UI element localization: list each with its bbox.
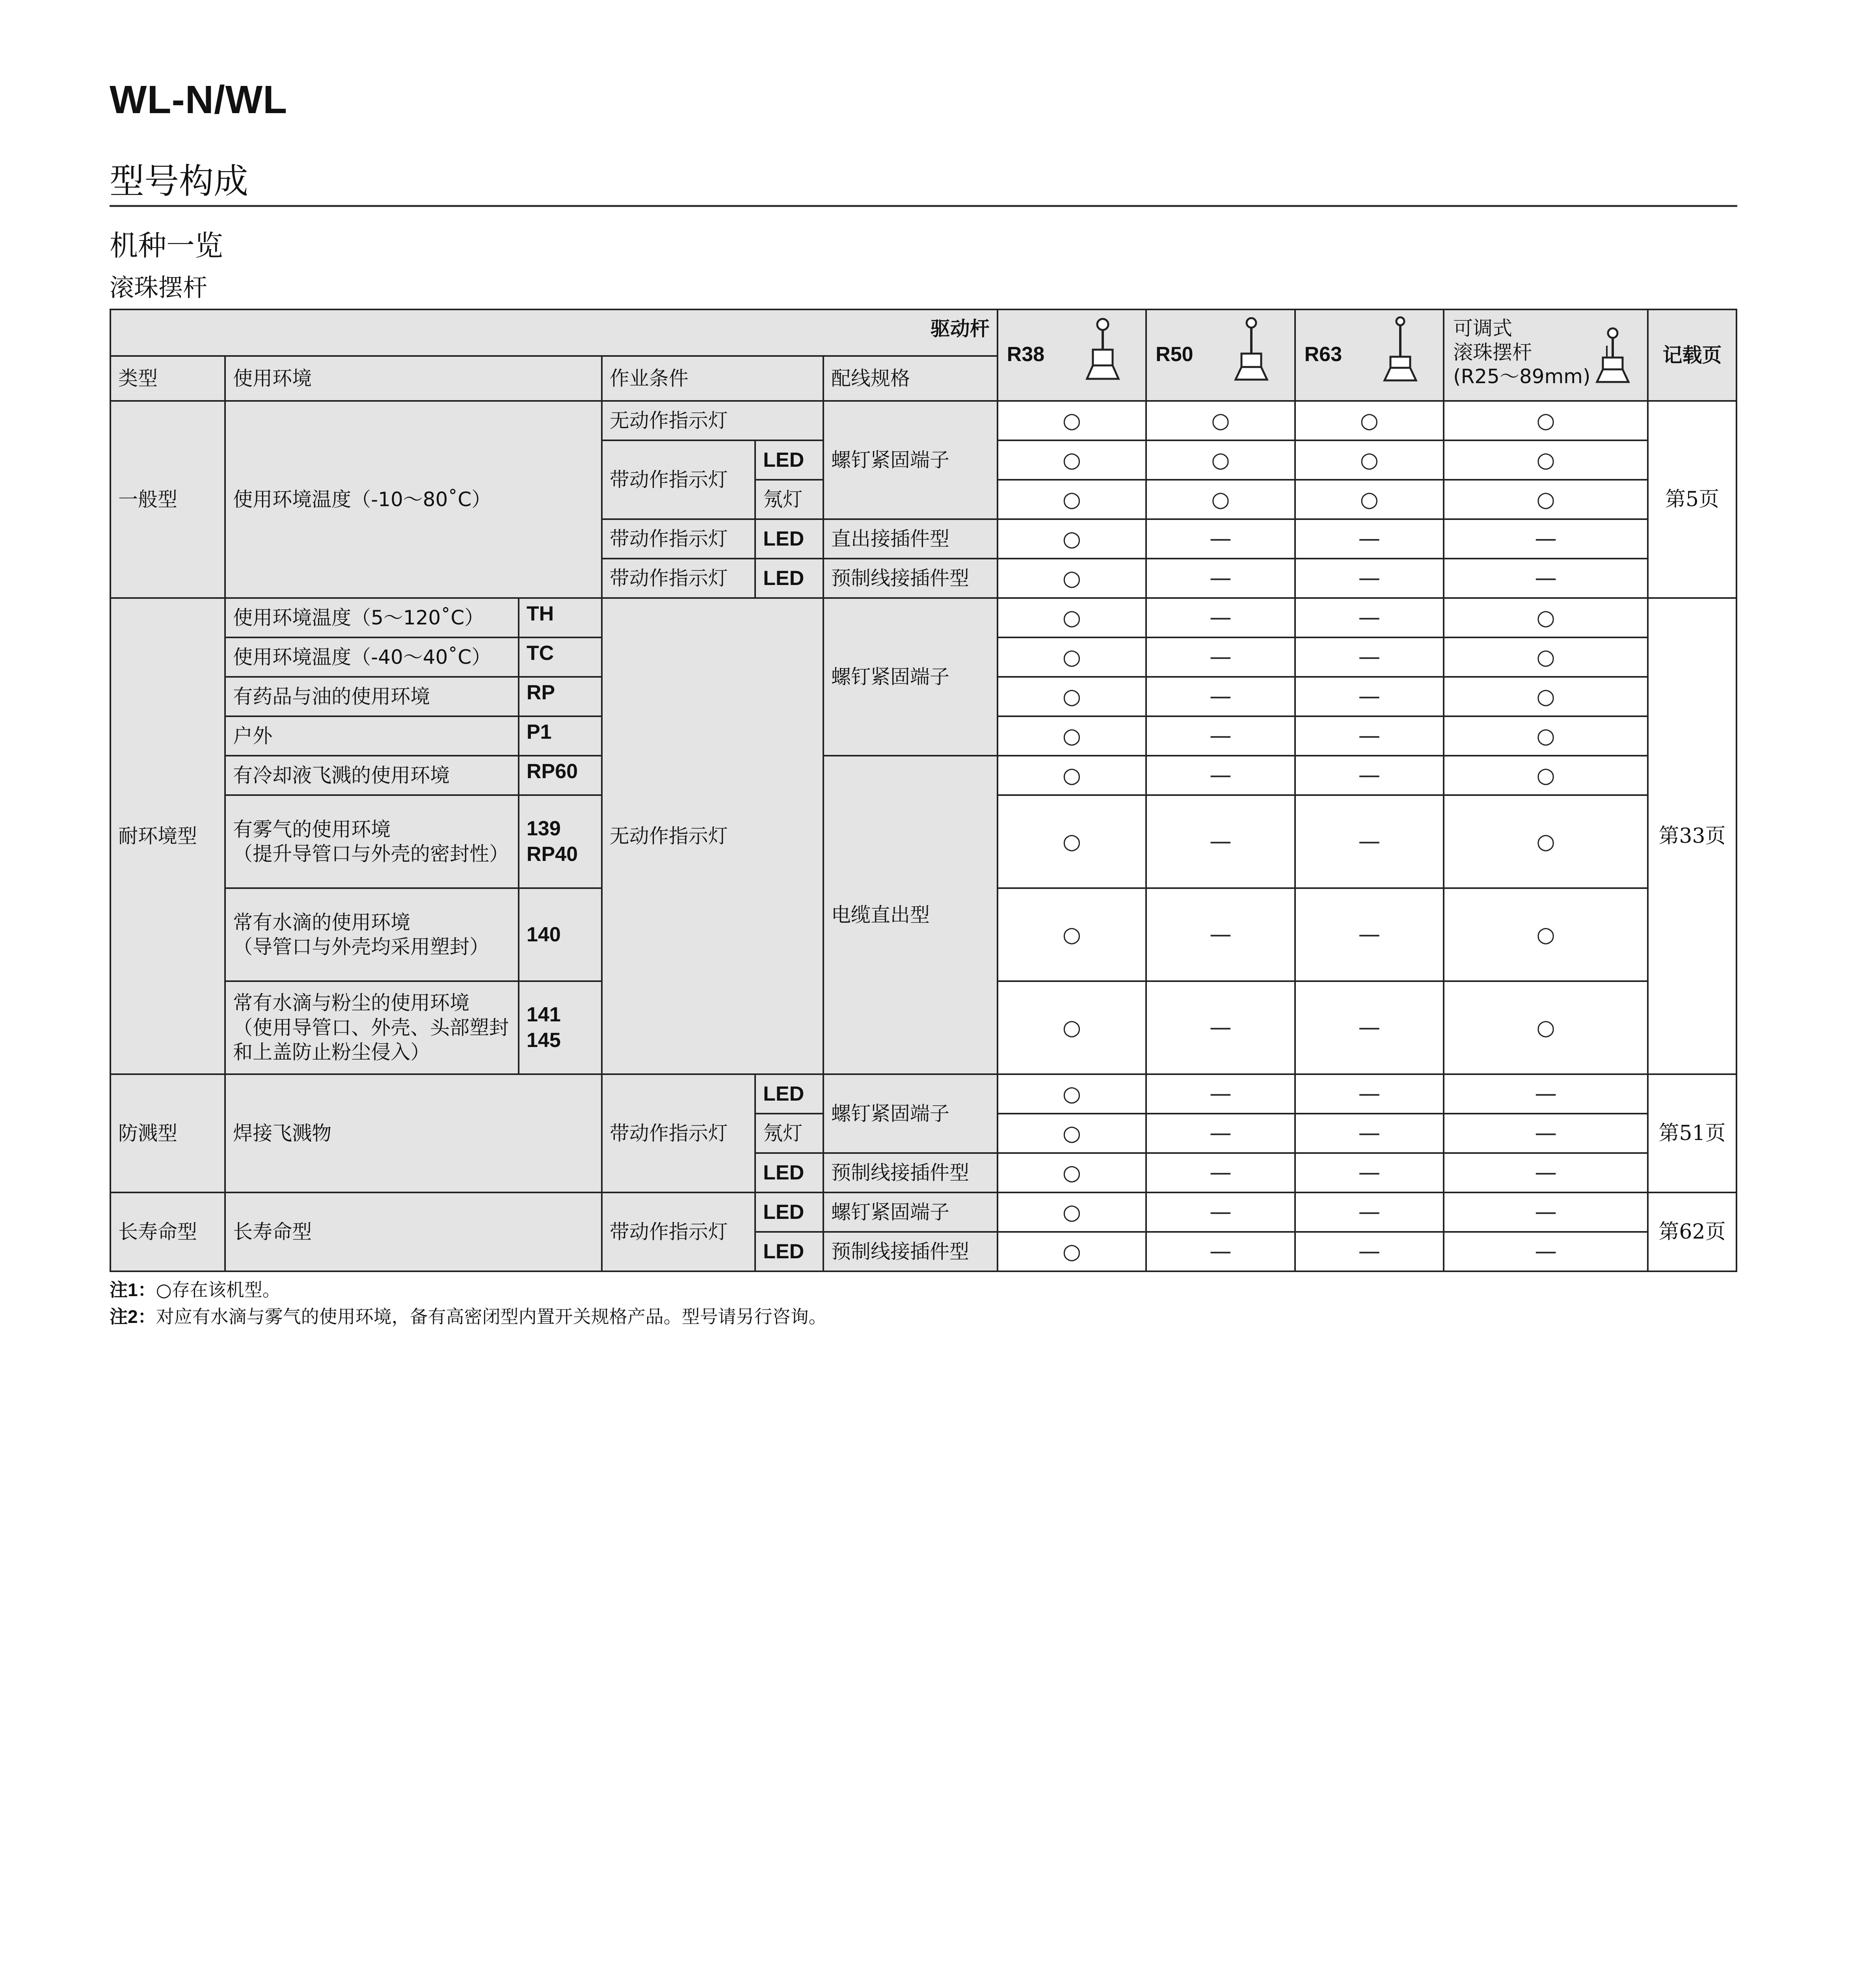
roller-lever-r38-icon [1081, 316, 1124, 383]
category-title: 滚珠摆杆 [110, 273, 208, 302]
notes [110, 1276, 827, 1330]
note-1 [110, 1276, 827, 1303]
lever-r63-header [1295, 309, 1444, 401]
envres-env: 有药品与油的使用环境 [225, 677, 519, 716]
avail-mark: ○ [998, 1074, 1146, 1114]
envres-env: 常有水滴与粉尘的使用环境 （使用导管口、外壳、头部塑封和上盖防止粉尘侵入） [225, 981, 519, 1074]
subsection-title: 机种一览 [110, 229, 223, 262]
note-label: 注2： [110, 1306, 156, 1327]
envres-cable-direct: 电缆直出型 [823, 756, 998, 1074]
general-screw-terminal: 螺钉紧固端子 [823, 401, 998, 519]
na-dash: — [1295, 795, 1444, 888]
envres-screw-terminal: 螺钉紧固端子 [823, 598, 998, 756]
na-dash: — [1146, 1232, 1295, 1271]
env-header: 使用环境 [225, 356, 602, 401]
na-dash: — [1146, 1192, 1295, 1232]
avail-mark: ○ [1295, 440, 1444, 480]
general-env: 使用环境温度（-10～80˚C） [225, 401, 602, 598]
avail-mark: ○ [998, 677, 1146, 716]
spatter-led: LED [755, 1153, 823, 1192]
na-dash: — [1295, 559, 1444, 598]
avail-mark: ○ [1444, 756, 1648, 795]
avail-mark: ○ [998, 1153, 1146, 1192]
general-led: LED [755, 519, 823, 559]
avail-mark: ○ [998, 598, 1146, 637]
avail-mark: ○ [1444, 598, 1648, 637]
envres-code: RP60 [519, 756, 602, 795]
avail-mark: ○ [998, 401, 1146, 440]
na-dash: — [1444, 1192, 1648, 1232]
lever-r50-header [1146, 309, 1295, 401]
na-dash: — [1295, 637, 1444, 677]
avail-mark: ○ [998, 716, 1146, 756]
avail-mark: ○ [1444, 401, 1648, 440]
avail-mark: ○ [998, 1114, 1146, 1153]
longlife-led: LED [755, 1192, 823, 1232]
condition-header: 作业条件 [602, 356, 823, 401]
envres-code: TH [519, 598, 602, 637]
section-title: 型号构成 [110, 161, 249, 201]
na-dash: — [1146, 519, 1295, 559]
avail-mark: ○ [998, 559, 1146, 598]
avail-mark: ○ [998, 637, 1146, 677]
longlife-env: 长寿命型 [225, 1192, 602, 1271]
na-dash: — [1444, 559, 1648, 598]
longlife-screw-terminal: 螺钉紧固端子 [823, 1192, 998, 1232]
avail-mark: ○ [998, 519, 1146, 559]
avail-mark: ○ [1444, 480, 1648, 519]
lever-r63-label: R63 [1304, 343, 1342, 366]
longlife-type: 长寿命型 [110, 1192, 225, 1271]
na-dash: — [1146, 795, 1295, 888]
na-dash: — [1146, 637, 1295, 677]
general-page-ref: 第5页 [1648, 401, 1736, 598]
na-dash: — [1146, 1114, 1295, 1153]
avail-mark: ○ [1295, 480, 1444, 519]
general-with-lamp: 带动作指示灯 [602, 440, 756, 519]
page-ref-header: 记载页 [1648, 309, 1736, 401]
avail-mark: ○ [998, 480, 1146, 519]
na-dash: — [1295, 598, 1444, 637]
na-dash: — [1295, 677, 1444, 716]
roller-lever-r50-icon [1230, 316, 1273, 383]
na-dash: — [1295, 888, 1444, 981]
envres-env: 有冷却液飞溅的使用环境 [225, 756, 519, 795]
general-with-lamp: 带动作指示灯 [602, 559, 756, 598]
na-dash: — [1146, 1074, 1295, 1114]
avail-mark: ○ [1444, 716, 1648, 756]
spatter-screw-terminal: 螺钉紧固端子 [823, 1074, 998, 1153]
avail-mark: ○ [1444, 981, 1648, 1074]
general-no-lamp: 无动作指示灯 [602, 401, 823, 440]
note-text: 对应有水滴与雾气的使用环境，备有高密闭型内置开关规格产品。型号请另行咨询。 [156, 1306, 827, 1327]
avail-mark: ○ [1444, 677, 1648, 716]
na-dash: — [1146, 756, 1295, 795]
spatter-type: 防溅型 [110, 1074, 225, 1192]
na-dash: — [1295, 519, 1444, 559]
na-dash: — [1146, 981, 1295, 1074]
spatter-with-lamp: 带动作指示灯 [602, 1074, 756, 1192]
na-dash: — [1444, 1074, 1648, 1114]
na-dash: — [1146, 677, 1295, 716]
avail-mark: ○ [998, 1232, 1146, 1271]
na-dash: — [1295, 1114, 1444, 1153]
na-dash: — [1146, 716, 1295, 756]
avail-mark: ○ [998, 981, 1146, 1074]
envres-code: 140 [519, 888, 602, 981]
avail-mark: ○ [998, 888, 1146, 981]
envres-code: RP [519, 677, 602, 716]
avail-mark: ○ [1146, 480, 1295, 519]
na-dash: — [1295, 1153, 1444, 1192]
envres-code: TC [519, 637, 602, 677]
avail-mark: ○ [1444, 637, 1648, 677]
spatter-precable-connector: 预制线接插件型 [823, 1153, 998, 1192]
actuator-header: 驱动杆 [110, 309, 998, 356]
spatter-led: LED [755, 1074, 823, 1114]
avail-mark: ○ [998, 795, 1146, 888]
envres-code: P1 [519, 716, 602, 756]
longlife-precable-connector: 预制线接插件型 [823, 1232, 998, 1271]
na-dash: — [1146, 598, 1295, 637]
na-dash: — [1146, 1153, 1295, 1192]
envres-env: 户外 [225, 716, 519, 756]
lever-r38-header [998, 309, 1146, 401]
roller-lever-r63-icon [1379, 316, 1422, 383]
longlife-led: LED [755, 1232, 823, 1271]
note-label: 注1： [110, 1280, 156, 1300]
avail-mark: ○ [998, 440, 1146, 480]
envres-type: 耐环境型 [110, 598, 225, 1074]
lever-r38-label: R38 [1007, 343, 1045, 366]
spatter-env: 焊接飞溅物 [225, 1074, 602, 1192]
general-precable-connector: 预制线接插件型 [823, 559, 998, 598]
envres-env: 常有水滴的使用环境 （导管口与外壳均采用塑封） [225, 888, 519, 981]
general-led: LED [755, 559, 823, 598]
na-dash: — [1295, 1192, 1444, 1232]
avail-mark: ○ [998, 1192, 1146, 1232]
envres-code: 141 145 [519, 981, 602, 1074]
lever-r50-label: R50 [1156, 343, 1193, 366]
avail-mark: ○ [1444, 888, 1648, 981]
spatter-page-ref: 第51页 [1648, 1074, 1736, 1192]
general-led: LED [755, 440, 823, 480]
na-dash: — [1295, 981, 1444, 1074]
longlife-page-ref: 第62页 [1648, 1192, 1736, 1271]
avail-mark: ○ [1444, 440, 1648, 480]
general-with-lamp: 带动作指示灯 [602, 519, 756, 559]
envres-page-ref: 第33页 [1648, 598, 1736, 1074]
avail-mark: ○ [998, 756, 1146, 795]
section-divider [110, 205, 1737, 207]
na-dash: — [1146, 559, 1295, 598]
envres-code: 139 RP40 [519, 795, 602, 888]
avail-mark: ○ [1295, 401, 1444, 440]
avail-mark: ○ [1444, 795, 1648, 888]
page-title: WL-N/WL [110, 78, 288, 122]
type-header: 类型 [110, 356, 225, 401]
model-table [110, 309, 1737, 1272]
na-dash: — [1295, 1074, 1444, 1114]
na-dash: — [1444, 1232, 1648, 1271]
lever-adjustable-header [1444, 309, 1648, 401]
avail-mark: ○ [1146, 401, 1295, 440]
avail-mark: ○ [1146, 440, 1295, 480]
general-neon: 氖灯 [755, 480, 823, 519]
wiring-header: 配线规格 [823, 356, 998, 401]
envres-condition: 无动作指示灯 [602, 598, 823, 1074]
longlife-with-lamp: 带动作指示灯 [602, 1192, 756, 1271]
adjustable-roller-lever-icon [1591, 326, 1634, 385]
note-text: ○存在该机型。 [156, 1279, 281, 1300]
na-dash: — [1444, 1114, 1648, 1153]
lever-adjustable-label: 可调式 滚珠摆杆 (R25～89mm) [1453, 317, 1591, 388]
na-dash: — [1295, 756, 1444, 795]
na-dash: — [1146, 888, 1295, 981]
general-direct-connector: 直出接插件型 [823, 519, 998, 559]
note-2 [110, 1303, 827, 1330]
na-dash: — [1295, 716, 1444, 756]
envres-env: 使用环境温度（-40～40˚C） [225, 637, 519, 677]
envres-env: 有雾气的使用环境 （提升导管口与外壳的密封性） [225, 795, 519, 888]
na-dash: — [1444, 1153, 1648, 1192]
na-dash: — [1444, 519, 1648, 559]
spatter-neon: 氖灯 [755, 1114, 823, 1153]
na-dash: — [1295, 1232, 1444, 1271]
envres-env: 使用环境温度（5～120˚C） [225, 598, 519, 637]
general-type: 一般型 [110, 401, 225, 598]
